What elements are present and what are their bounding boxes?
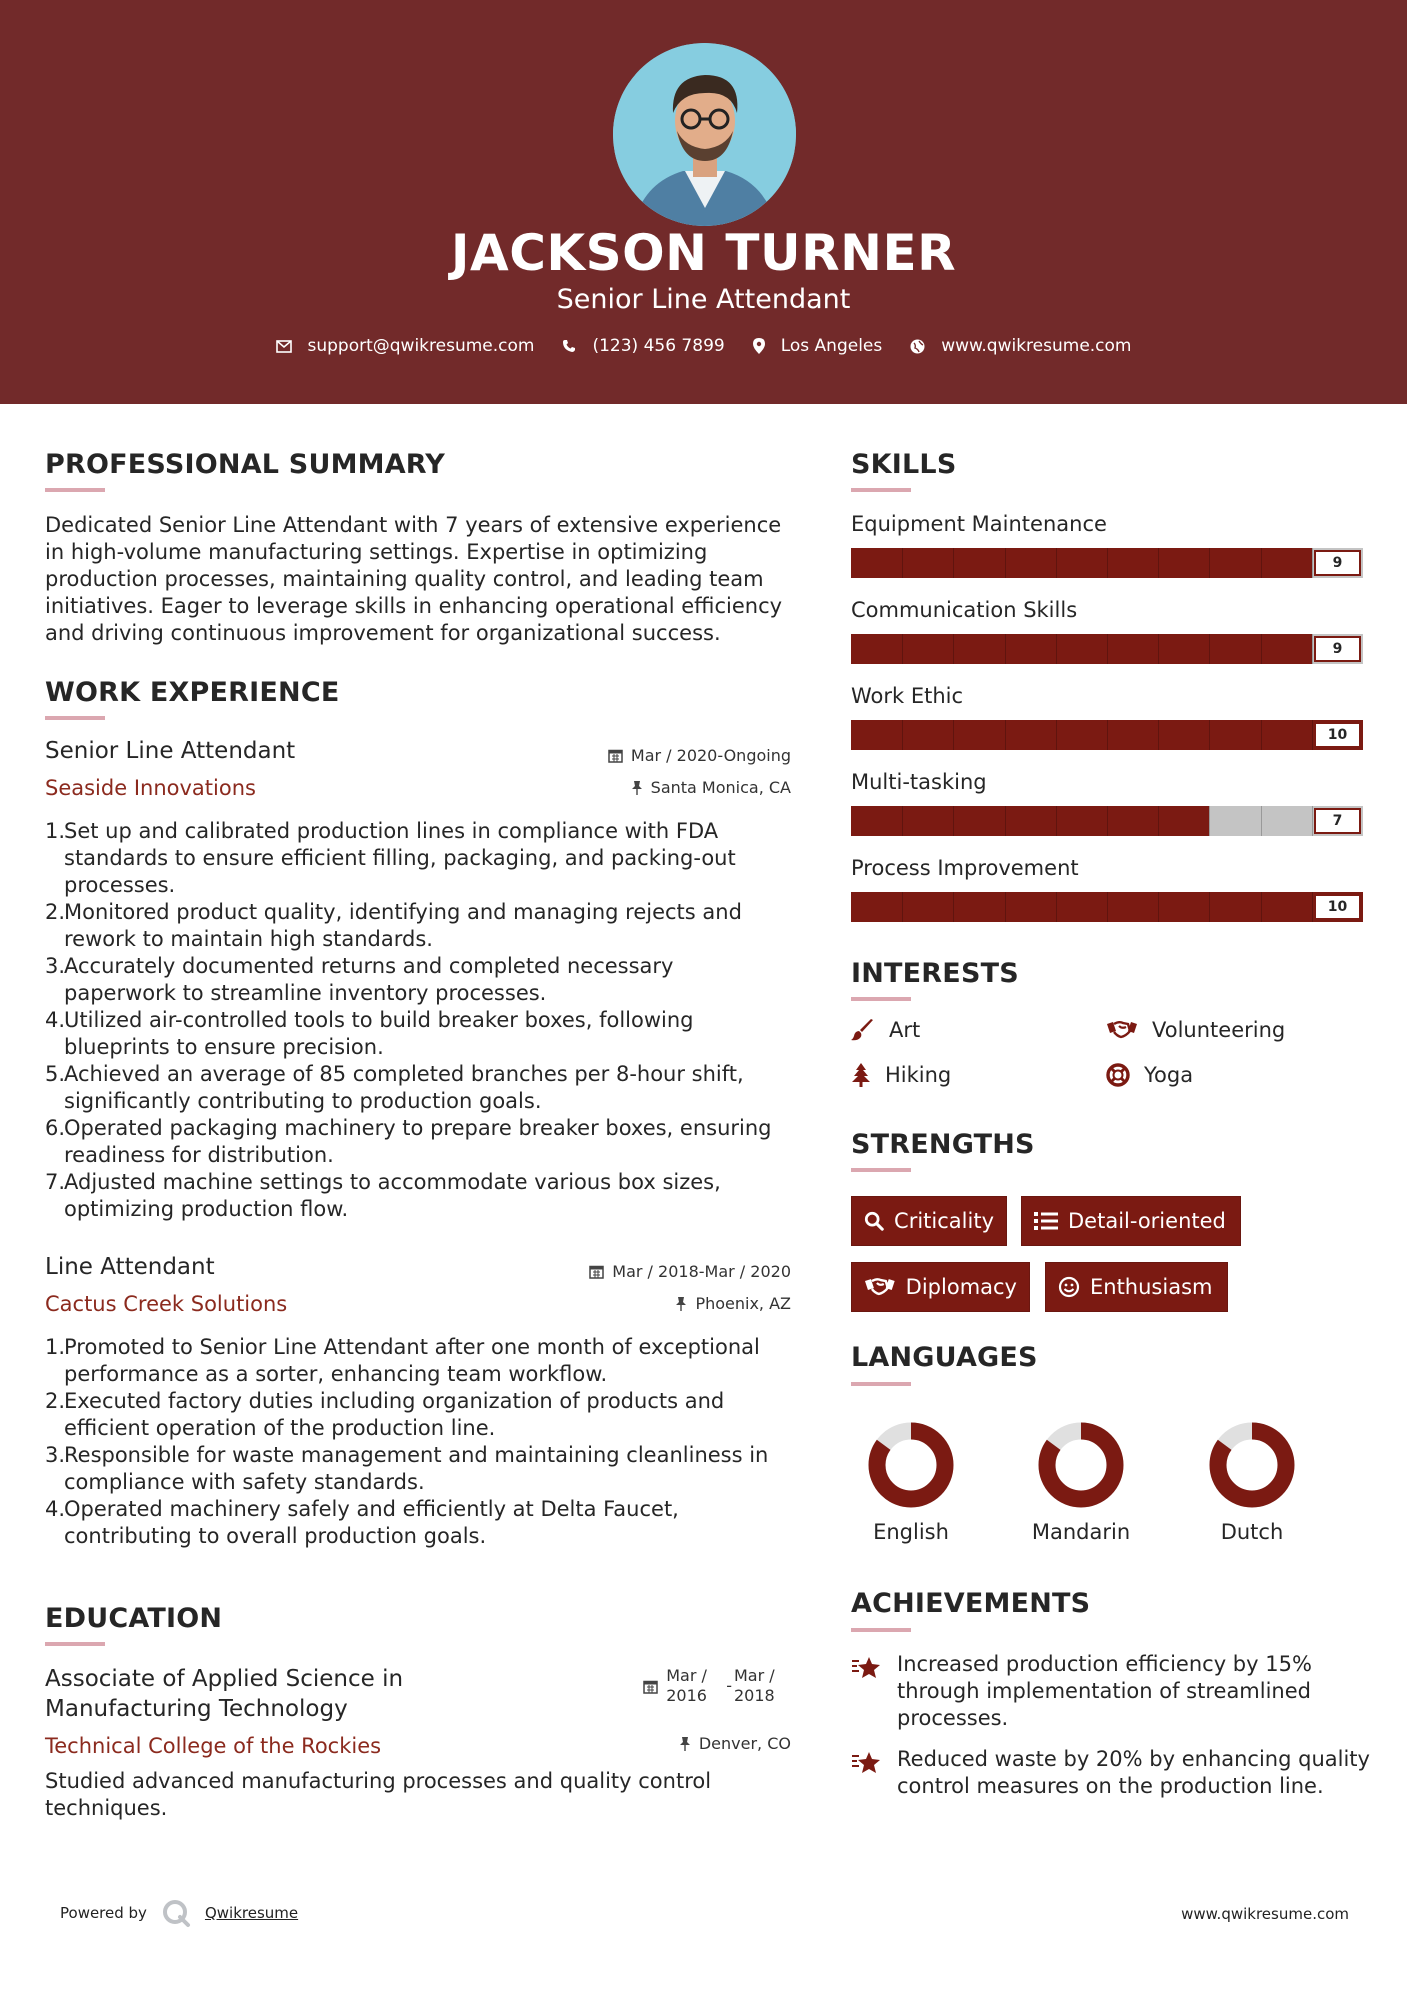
job-location: [520, 778, 791, 797]
strength-tag-criticality: [851, 1196, 1007, 1246]
skill-bar: [851, 548, 1363, 578]
contact-phone[interactable]: [562, 336, 724, 356]
job-bullets: [45, 818, 790, 1223]
education-description: Studied advanced manufacturing processes and quality control techniques.: [45, 1769, 712, 1820]
education-end: Mar / 2018: [734, 1666, 775, 1705]
skill-bar-divider: [1312, 720, 1313, 750]
skill-bar-divider: [1107, 892, 1108, 922]
handshake-icon: [1106, 1019, 1138, 1041]
skill-level-badge: 10: [1314, 722, 1361, 748]
company-name: Cactus Creek Solutions: [45, 1292, 288, 1316]
skill-label: Multi-tasking: [851, 770, 987, 794]
languages-underline: [851, 1382, 911, 1386]
contact-website-text: www.qwikresume.com: [941, 336, 1132, 356]
education-heading: EDUCATION: [45, 1603, 223, 1634]
list-item: 4. Utilized air-controlled tools to build breaker boxes, following blueprints to ensure precision.: [45, 1007, 790, 1061]
tree-icon: [851, 1063, 871, 1087]
skill-bar-divider: [1107, 720, 1108, 750]
job-location-text: Santa Monica, CA: [650, 778, 791, 797]
list-item: 5. Achieved an average of 85 completed branches per 8-hour shift, significantly contributing to production goals.: [45, 1061, 790, 1115]
skill-bar-fill: [851, 634, 1312, 664]
smile-icon: [1058, 1276, 1080, 1298]
company-name: Seaside Innovations: [45, 776, 256, 800]
bullet-text: Utilized air-controlled tools to build breaker boxes, following blueprints to ensure precision.: [64, 1008, 694, 1059]
experience-heading: WORK EXPERIENCE: [45, 677, 340, 708]
job-dates: [520, 746, 791, 765]
skill-label: Communication Skills: [851, 598, 1078, 622]
interest-label: Hiking: [885, 1063, 952, 1087]
experience-underline: [45, 716, 105, 720]
envelope-icon: [276, 340, 292, 353]
languages-heading: LANGUAGES: [851, 1342, 1038, 1373]
qwikresume-logo-icon: [161, 1898, 191, 1928]
list-item: 7. Adjusted machine settings to accommodate various box sizes, optimizing production flow.: [45, 1169, 790, 1223]
footer-powered-by: [60, 1898, 298, 1928]
globe-icon: [910, 339, 925, 354]
interest-art: [851, 1018, 920, 1042]
language-item: [1192, 1420, 1312, 1544]
skill-level-badge: 7: [1314, 808, 1361, 834]
skill-label: Equipment Maintenance: [851, 512, 1107, 536]
skill-bar-divider: [1158, 634, 1159, 664]
contact-location-text: Los Angeles: [780, 336, 883, 356]
job-title: Line Attendant: [45, 1254, 215, 1280]
skill-bar-divider: [1209, 892, 1210, 922]
job-dates-text: Mar / 2018-Mar / 2020: [612, 1262, 791, 1281]
skill-bar-divider: [1158, 720, 1159, 750]
skill-bar-divider: [953, 548, 954, 578]
skills-heading: SKILLS: [851, 449, 957, 480]
language-donut: [1036, 1420, 1126, 1510]
list-item: 3. Accurately documented returns and completed necessary paperwork to streamline inventory processes.: [45, 953, 790, 1007]
strengths-heading: STRENGTHS: [851, 1129, 1035, 1160]
summary-underline: [45, 488, 105, 492]
skill-level-badge: 10: [1314, 894, 1361, 920]
contact-phone-text: (123) 456 7899: [592, 336, 725, 356]
bullet-text: Achieved an average of 85 completed branches per 8-hour shift, significantly contributing to production goals.: [64, 1062, 744, 1113]
interests-underline: [851, 997, 911, 1001]
skill-bar-divider: [1056, 806, 1057, 836]
skill-bar-divider: [1158, 892, 1159, 922]
skill-bar-divider: [1056, 634, 1057, 664]
candidate-role: Senior Line Attendant: [556, 284, 851, 315]
skill-bar-divider: [953, 634, 954, 664]
education-location-text: Denver, CO: [698, 1734, 791, 1753]
skill-bar-divider: [1261, 548, 1262, 578]
skill-bar-fill: [851, 548, 1312, 578]
job-bullets: [45, 1334, 790, 1550]
bullet-text: Operated machinery safely and efficiently at Delta Faucet, contributing to overall production goals.: [64, 1497, 679, 1548]
strength-label: Detail-oriented: [1068, 1209, 1226, 1233]
profile-photo: [613, 43, 796, 226]
calendar-icon: [589, 1264, 604, 1279]
skill-bar-divider: [1261, 892, 1262, 922]
lifebuoy-icon: [1106, 1063, 1130, 1087]
bullet-text: Executed factory duties including organization of products and efficient operation of the production line.: [64, 1389, 725, 1440]
list-item: 4. Operated machinery safely and efficiently at Delta Faucet, contributing to overall production goals.: [45, 1496, 790, 1550]
skill-bar-divider: [1312, 892, 1313, 922]
skill-bar: [851, 634, 1363, 664]
contact-website[interactable]: [910, 336, 1131, 356]
bullet-text: Adjusted machine settings to accommodate various box sizes, optimizing production flow.: [64, 1170, 721, 1221]
list-item: 2. Executed factory duties including organization of products and efficient operation of the production line.: [45, 1388, 790, 1442]
list-item: 1. Set up and calibrated production lines in compliance with FDA standards to ensure efficient filling, packaging, and packing-out processes.: [45, 818, 790, 899]
interests-heading: INTERESTS: [851, 958, 1019, 989]
skill-bar-divider: [902, 892, 903, 922]
bullet-text: Responsible for waste management and maintaining cleanliness in compliance with safety standards.: [64, 1443, 769, 1494]
job-title: Senior Line Attendant: [45, 738, 296, 764]
job-location-text: Phoenix, AZ: [695, 1294, 791, 1313]
achievement-text: Increased production efficiency by 15% through implementation of streamlined processes.: [897, 1652, 1312, 1730]
skill-bar-divider: [1005, 720, 1006, 750]
interest-hiking: [851, 1063, 951, 1087]
skill-bar-divider: [1312, 634, 1313, 664]
pushpin-icon: [631, 780, 643, 795]
skill-bar-divider: [953, 720, 954, 750]
achievement-item: [851, 1746, 1371, 1800]
resume-header: [0, 0, 1407, 404]
list-icon: [1034, 1211, 1058, 1231]
skill-label: Process Improvement: [851, 856, 1079, 880]
skill-bar-divider: [902, 720, 903, 750]
education-dates: [630, 1666, 792, 1706]
skill-bar-divider: [1312, 806, 1313, 836]
skill-bar-divider: [1056, 548, 1057, 578]
interest-label: Volunteering: [1152, 1018, 1286, 1042]
degree-title: Associate of Applied Science in Manufacturing Technology: [45, 1666, 404, 1722]
star-award-icon: [851, 1750, 883, 1776]
skill-bar-divider: [1158, 806, 1159, 836]
strength-tag-enthusiasm: [1045, 1262, 1228, 1312]
skill-bar-divider: [1056, 892, 1057, 922]
skill-bar-divider: [902, 634, 903, 664]
skill-bar: [851, 892, 1363, 922]
contact-email-text: support@qwikresume.com: [307, 336, 535, 356]
skill-level-badge: 9: [1314, 636, 1361, 662]
language-label: Dutch: [1220, 1520, 1284, 1544]
skill-level-badge: 9: [1314, 550, 1361, 576]
strength-label: Enthusiasm: [1090, 1275, 1213, 1299]
contact-location: [753, 336, 883, 356]
qwikresume-link[interactable]: Qwikresume: [204, 1904, 299, 1922]
interest-label: Art: [889, 1018, 921, 1042]
skill-bar-divider: [1209, 720, 1210, 750]
strength-label: Diplomacy: [905, 1275, 1017, 1299]
powered-by-label: Powered by: [60, 1904, 147, 1922]
language-item: [851, 1420, 971, 1544]
skill-bar-divider: [1005, 634, 1006, 664]
list-item: 1. Promoted to Senior Line Attendant after one month of exceptional performance as a sorter, enhancing team workflow.: [45, 1334, 790, 1388]
skill-bar: [851, 806, 1363, 836]
achievements-underline: [851, 1628, 911, 1632]
list-item: 6. Operated packaging machinery to prepare breaker boxes, ensuring readiness for distribution.: [45, 1115, 790, 1169]
skill-bar-divider: [1107, 634, 1108, 664]
skill-label: Work Ethic: [851, 684, 964, 708]
language-donut: [866, 1420, 956, 1510]
search-icon: [864, 1210, 884, 1232]
bullet-text: Promoted to Senior Line Attendant after one month of exceptional performance as a sorter, enhancing team workflow.: [64, 1335, 760, 1386]
skill-bar-divider: [902, 806, 903, 836]
bullet-text: Accurately documented returns and completed necessary paperwork to streamline inventory processes.: [64, 954, 674, 1005]
skill-bar-divider: [953, 892, 954, 922]
skill-bar-divider: [953, 806, 954, 836]
language-donut: [1207, 1420, 1297, 1510]
bullet-text: Monitored product quality, identifying and managing rejects and rework to maintain high standards.: [64, 900, 742, 951]
language-label: Mandarin: [1031, 1520, 1131, 1544]
star-award-icon: [851, 1655, 883, 1681]
strengths-underline: [851, 1168, 911, 1172]
achievement-text: Reduced waste by 20% by enhancing quality control measures on the production line.: [897, 1747, 1370, 1798]
handshake-icon: [864, 1276, 896, 1298]
achievements-heading: ACHIEVEMENTS: [851, 1588, 1091, 1619]
skill-bar-divider: [1107, 806, 1108, 836]
skill-bar-divider: [902, 548, 903, 578]
summary-text: Dedicated Senior Line Attendant with 7 years of extensive experience in high-volume manufacturing settings. Expertise in optimizing production processes, maintaining quality control, and leading team initiatives. Eager to leverage skills in enhancing operational efficiency and driving continuous improvement for organizational success.: [45, 513, 783, 645]
school-name: Technical College of the Rockies: [45, 1734, 382, 1758]
skill-bar-fill: [851, 806, 1209, 836]
map-marker-icon: [753, 338, 765, 354]
skill-bar-divider: [1261, 634, 1262, 664]
candidate-name: JACKSON TURNER: [450, 224, 957, 282]
skill-bar-divider: [1312, 548, 1313, 578]
list-item: 3. Responsible for waste management and maintaining cleanliness in compliance with safety standards.: [45, 1442, 790, 1496]
interest-volunteering: [1106, 1018, 1285, 1042]
interest-label: Yoga: [1144, 1063, 1194, 1087]
skill-bar-divider: [1209, 548, 1210, 578]
job-location: [520, 1294, 791, 1313]
skill-bar-divider: [1158, 548, 1159, 578]
date-separator: -: [726, 1676, 732, 1695]
pushpin-icon: [679, 1736, 691, 1751]
skill-bar-divider: [1005, 806, 1006, 836]
contact-email[interactable]: [276, 336, 535, 356]
strength-tag-diplomacy: [851, 1262, 1030, 1312]
summary-heading: PROFESSIONAL SUMMARY: [45, 449, 446, 480]
language-label: English: [873, 1520, 949, 1544]
bullet-text: Set up and calibrated production lines in compliance with FDA standards to ensure efficient filling, packaging, and packing-out processes.: [64, 819, 736, 897]
contact-bar: [0, 336, 1407, 356]
skill-bar-divider: [1107, 548, 1108, 578]
job-dates-text: Mar / 2020-Ongoing: [630, 746, 791, 765]
language-item: [1021, 1420, 1141, 1544]
skill-bar-divider: [1209, 634, 1210, 664]
bullet-text: Operated packaging machinery to prepare breaker boxes, ensuring readiness for distribution.: [64, 1116, 772, 1167]
strength-tag-detail-oriented: [1021, 1196, 1241, 1246]
footer-website[interactable]: www.qwikresume.com: [1181, 1905, 1349, 1923]
skill-bar-divider: [1261, 720, 1262, 750]
phone-icon: [562, 339, 576, 353]
calendar-icon: [643, 1679, 658, 1694]
calendar-icon: [608, 748, 623, 763]
skill-bar-divider: [1209, 806, 1210, 836]
interest-yoga: [1106, 1063, 1193, 1087]
skill-bar-divider: [1005, 548, 1006, 578]
education-underline: [45, 1642, 105, 1646]
skill-bar-divider: [1056, 720, 1057, 750]
skill-bar: [851, 720, 1363, 750]
education-location: [600, 1734, 791, 1753]
job-dates: [520, 1262, 791, 1281]
achievement-item: [851, 1651, 1371, 1732]
skill-bar-divider: [1005, 892, 1006, 922]
education-start: Mar / 2016: [666, 1666, 707, 1705]
skills-underline: [851, 488, 911, 492]
list-item: 2. Monitored product quality, identifying and managing rejects and rework to maintain high standards.: [45, 899, 790, 953]
strength-label: Criticality: [894, 1209, 994, 1233]
skill-bar-divider: [1261, 806, 1262, 836]
paintbrush-icon: [851, 1018, 875, 1042]
pushpin-icon: [675, 1296, 687, 1311]
